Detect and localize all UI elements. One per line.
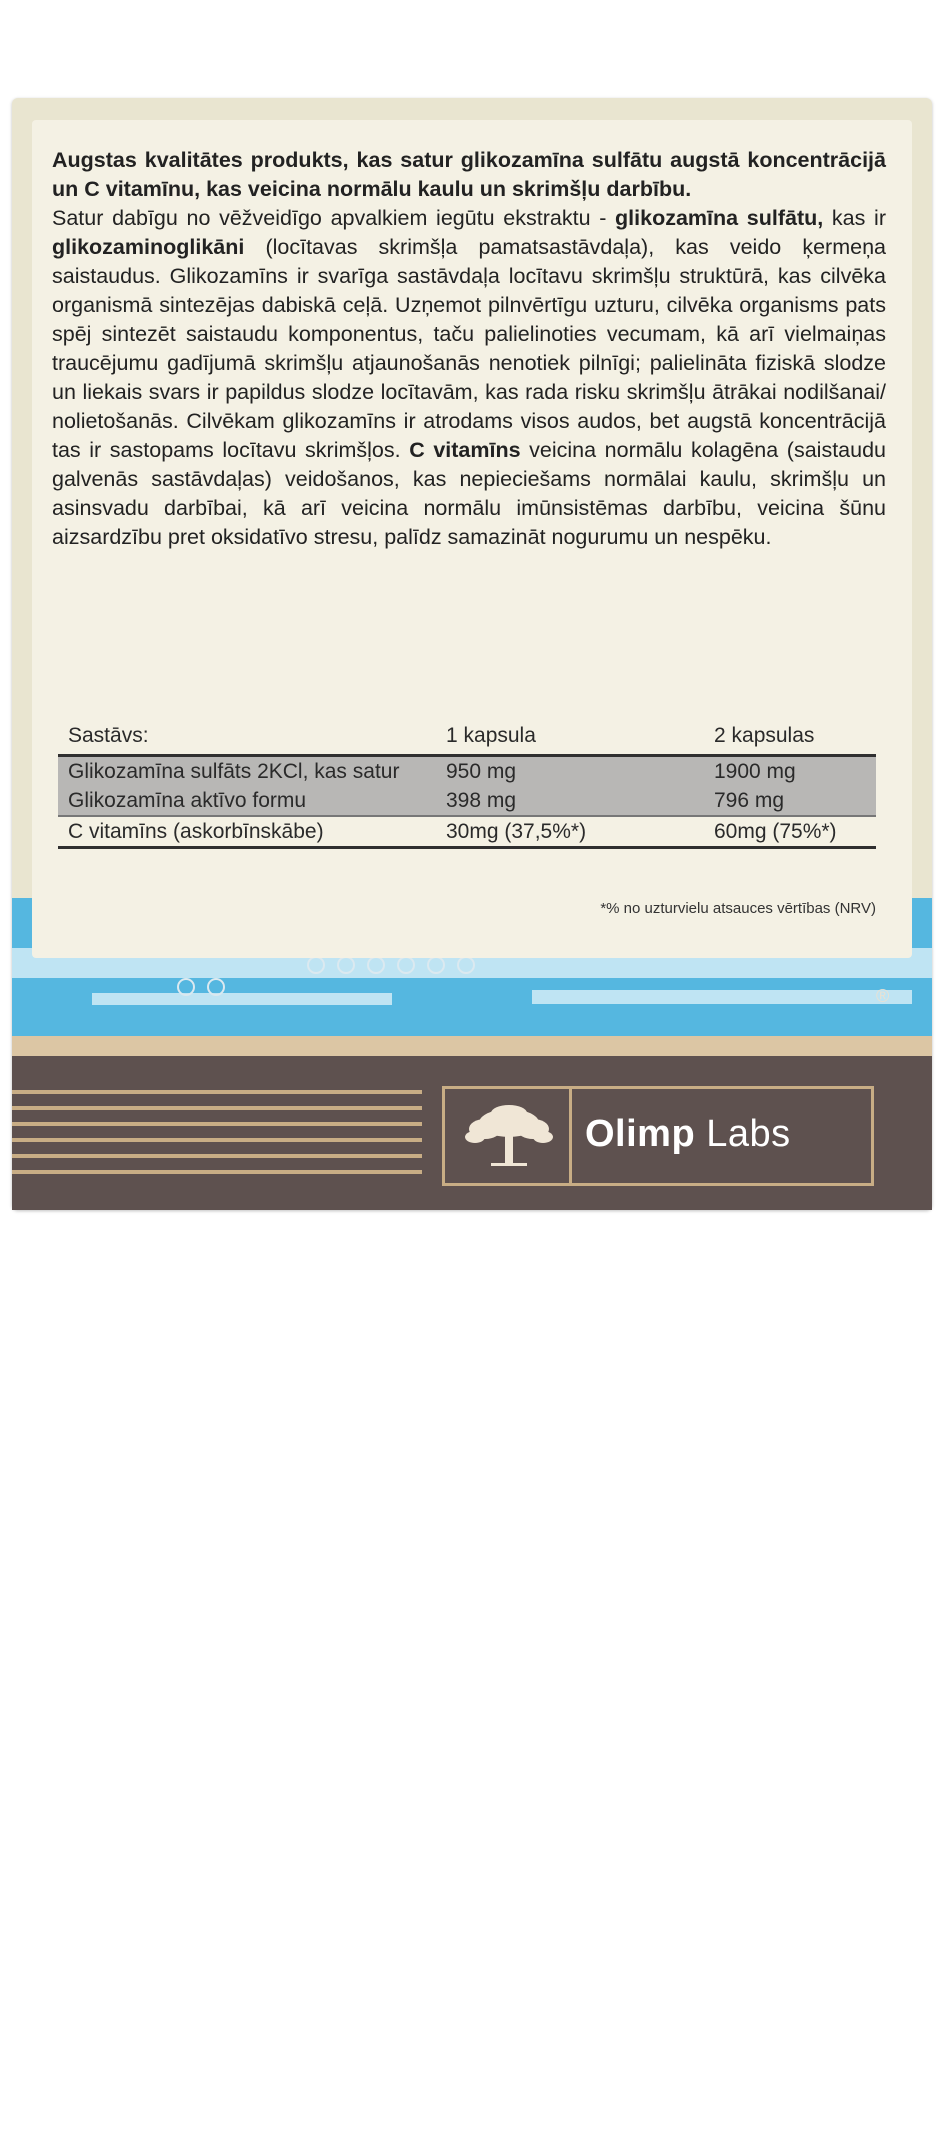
table-row (58, 786, 876, 816)
decor-dot (397, 956, 415, 974)
logo-divider (569, 1089, 572, 1183)
gold-stripe (12, 1090, 422, 1094)
decor-dot (337, 956, 355, 974)
brand-name-light: Labs (695, 1113, 791, 1155)
body-part: (locītavas skrimšļa pamatsastāvdaļa), kas veido ķermeņa saistaudus. Glikozamīns ir svarīga sastāvdaļa locītavu skrimšļu struktūrā, kas cilvēka organismā sintezējas dabiskā ceļā. Uzņemot pilnvērtīgu uzturu, cilvēka organisms pats spēj sintezēt saistaudu komponentus, taču palielinoties vecumam, kā arī vielmaiņas traucējumu gadījumā skrimšļu atjaunošanās nenotiek pilnīgi; palielināta fiziskā slodze un liekais svars ir papildus slodze locītavām, kas rada risku skrimšļu ātrākai nodilšanai/ nolietošanās. Cilvēkam glikozamīns ir atrodams visos audos, bet augstā koncentrācijā tas ir sastopams locītavu skrimšļos. (52, 235, 886, 462)
gold-stripe (12, 1170, 422, 1174)
blue-light-stripe (92, 993, 392, 1005)
nrv-footnote: *% no uzturvielu atsauces vērtības (NRV) (600, 900, 876, 917)
table-header: 1 kapsula (436, 724, 704, 756)
composition-table (58, 724, 876, 849)
decor-dot (307, 956, 325, 974)
decor-dot (457, 956, 475, 974)
table-cell: 1900 mg (704, 756, 876, 787)
table-cell: 398 mg (436, 786, 704, 816)
body-part: kas ir (823, 206, 886, 230)
tan-band (12, 1036, 932, 1056)
decor-dot (177, 978, 195, 996)
body-bold: glikozamīna sulfātu, (615, 206, 824, 230)
brand-name (585, 1113, 791, 1156)
table-cell: 796 mg (704, 786, 876, 816)
body-part: veicina normālu kolagēna (saistaudu galvenās sastāvdaļas) veidošanos, kas nepieciešams normālai kaulu, skrimšļu un asinsvadu darbībai, kā arī veicina normālu imūnsistēmas darbību, veicina šūnu aizsardzību pret oksidatīvo stresu, palīdz samazināt nogurumu un nespēku. (52, 438, 886, 549)
table-cell: C vitamīns (askorbīnskābe) (58, 816, 436, 848)
body-part: Satur dabīgu no vēžveidīgo apvalkiem iegūtu ekstraktu - (52, 206, 616, 230)
table-row (58, 756, 876, 787)
product-box (12, 98, 932, 2146)
gold-stripe (12, 1138, 422, 1142)
headline: Augstas kvalitātes produkts, kas satur glikozamīna sulfātu augstā koncentrācijā un C vitamīnu, kas veicina normālu kaulu un skrimšļu darbību. (52, 148, 886, 201)
body-text (52, 204, 886, 552)
decor-dot (207, 978, 225, 996)
body-bold: C vitamīns (409, 438, 521, 462)
table-header-row (58, 724, 876, 756)
blue-light-stripe (532, 990, 912, 1004)
table-cell: Glikozamīna sulfāts 2KCl, kas satur (58, 756, 436, 787)
table-cell: Glikozamīna aktīvo formu (58, 786, 436, 816)
description-text (52, 146, 886, 552)
body-bold: glikozaminoglikāni (52, 235, 245, 259)
brand-name-bold: Olimp (585, 1113, 696, 1155)
table-cell: 60mg (75%*) (704, 816, 876, 848)
watermark-text: Internet-Aptieka.lv (312, 2116, 522, 2146)
brand-logo (442, 1086, 874, 1186)
table-cell: 30mg (37,5%*) (436, 816, 704, 848)
table-header: Sastāvs: (58, 724, 436, 756)
gold-stripe (12, 1122, 422, 1126)
table-header: 2 kapsulas (704, 724, 876, 756)
decor-dot (427, 956, 445, 974)
table-row (58, 816, 876, 848)
table-cell: 950 mg (436, 756, 704, 787)
registered-mark: ® (876, 986, 890, 1006)
gold-stripe (12, 1154, 422, 1158)
olive-tree-icon (461, 1103, 557, 1171)
decor-dot (367, 956, 385, 974)
gold-stripe (12, 1106, 422, 1110)
